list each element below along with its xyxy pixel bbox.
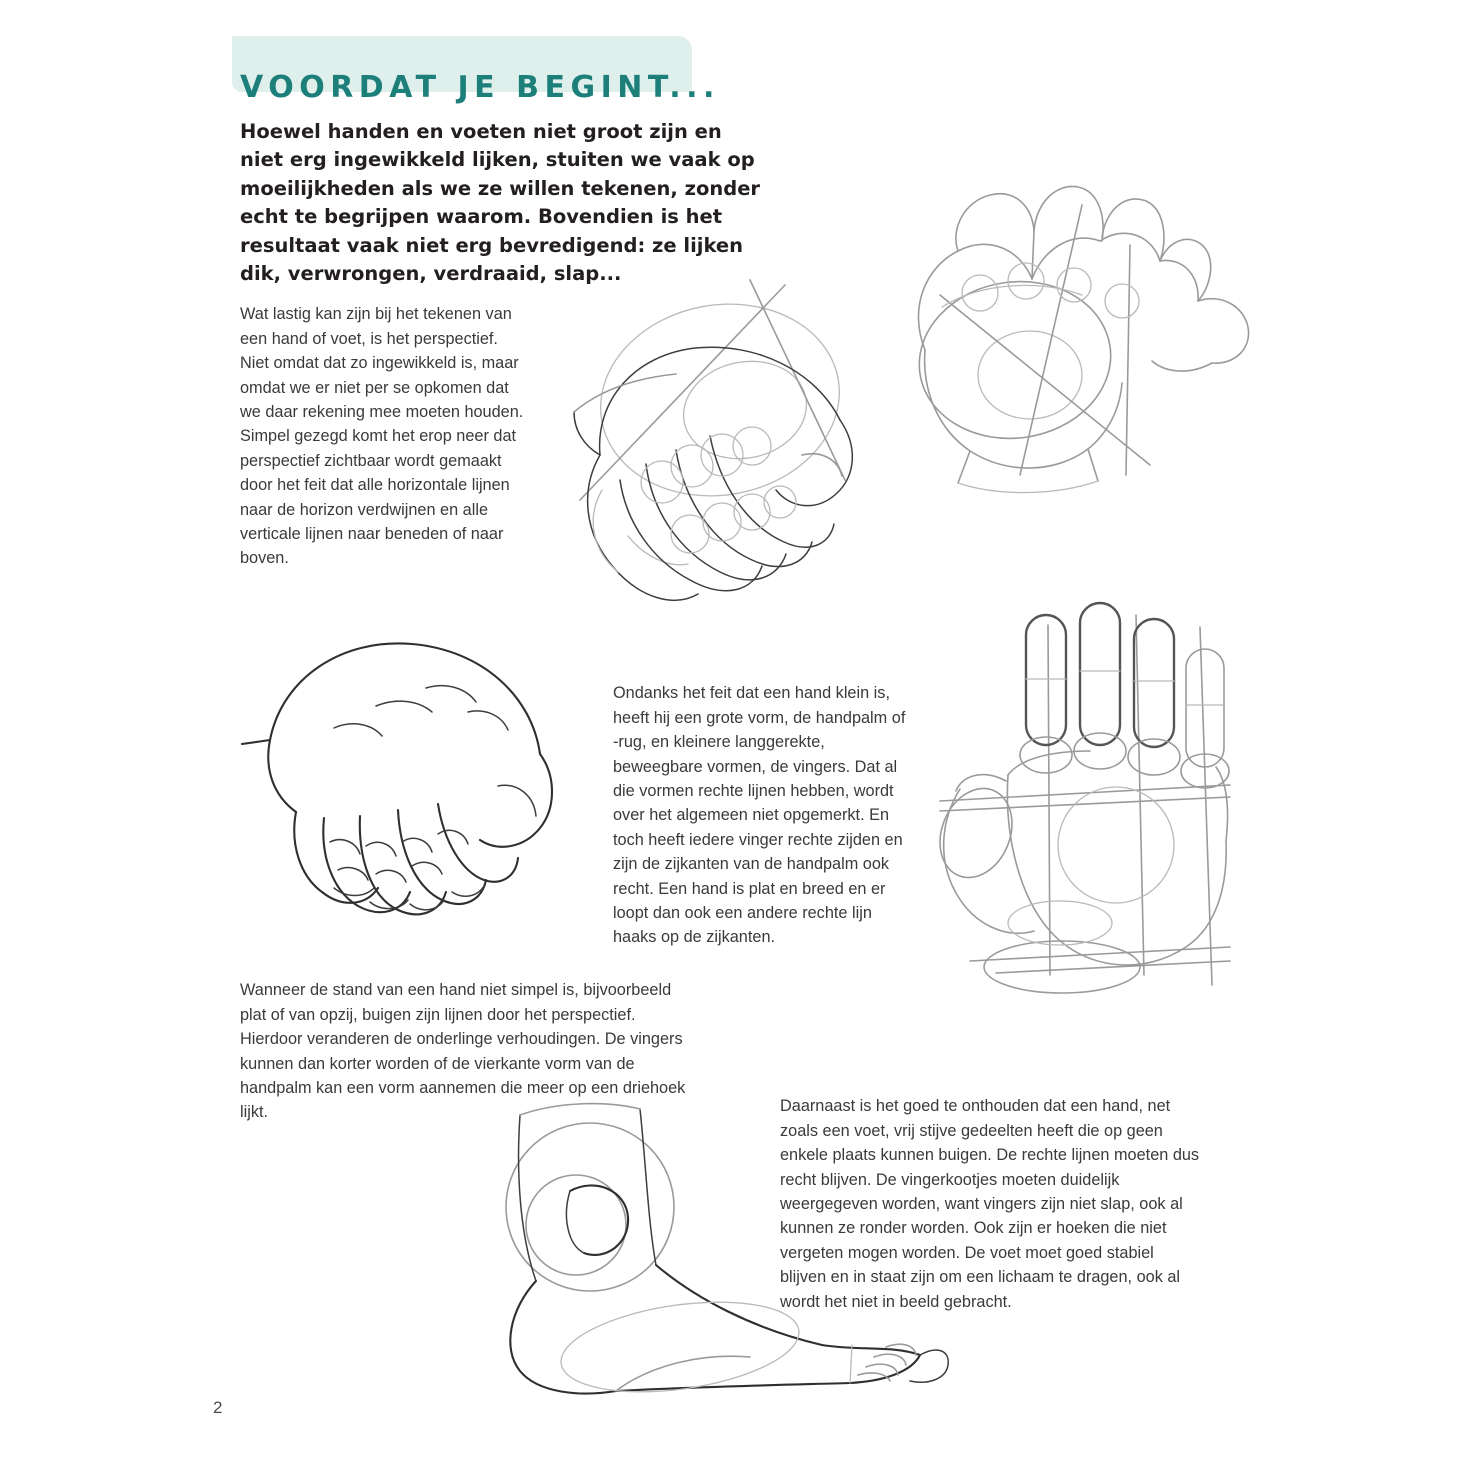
open-palm-sketch (830, 175, 1260, 505)
page-number: 2 (213, 1398, 223, 1417)
hand-pointing-down-sketch (230, 620, 600, 940)
paragraph-perspectief: Wat lastig kan zijn bij het tekenen van een hand of voet, is het perspectief. Niet omdat dat zo ingewikkeld is, maar omdat we er niet per se opkomen dat we daar rekening mee moeten houden. Simpel gezegd komt het erop neer dat perspectief zichtbaar wordt gemaakt door het feit dat alle horizontale lijnen naar de horizon verdwijnen en alle verticale lijnen naar beneden of naar boven. (240, 305, 524, 568)
paragraph-voet: Daarnaast is het goed te onthouden dat een hand, net zoals een voet, vrij stijve gedeelten heeft die op geen enkele plaats kunnen buigen. De rechte lijnen moeten dus recht blijven. De vingerkootjes moeten duidelijk weergegeven worden, want vingers zijn niet slap, ook al kunnen ze ronder worden. Ook zijn er hoeken die niet vergeten mogen worden. De voet moet goed stabiel blijven en in staat zijn om een lichaam te dragen, ook al wordt het niet in beeld gebracht. (780, 1097, 1200, 1311)
lead-paragraph: Hoewel handen en voeten niet groot zijn en niet erg ingewikkeld lijken, stuiten we vaak op moeilijkheden als we ze willen tekenen, zonder echt te begrijpen waarom. Bovendien is het resultaat vaak niet erg bevredigend: ze lijken dik, verwrongen, verdraaid, slap... (240, 119, 761, 285)
foot-side-view-sketch (450, 1095, 990, 1405)
paragraph-vorm: Ondanks het feit dat een hand klein is, heeft hij een grote vorm, de handpalm of -rug, en kleinere langgerekte, beweegbare vormen, de vingers. Dat al die vormen rechte lijnen hebben, wordt over het algemeen niet opgemerkt. En toch heeft iedere vinger rechte zijden en zijn de zijkanten van de handpalm ook recht. Een hand is plat en breed en er loopt dan ook een andere rechte lijn haaks op de zijkanten. (613, 684, 906, 947)
blocked-out-hand-sketch (900, 575, 1260, 1015)
page-title: VOORDAT JE BEGINT... (240, 70, 720, 106)
paragraph-stand: Wanneer de stand van een hand niet simpel is, bijvoorbeeld plat of van opzij, buigen zijn lijnen door het perspectief. Hierdoor veranderen de onderlinge verhoudingen. De vingers kunnen dan korter worden of de vierkante vorm van de handpalm kan een vorm aannemen die meer op een driehoek lijkt. (240, 981, 686, 1122)
